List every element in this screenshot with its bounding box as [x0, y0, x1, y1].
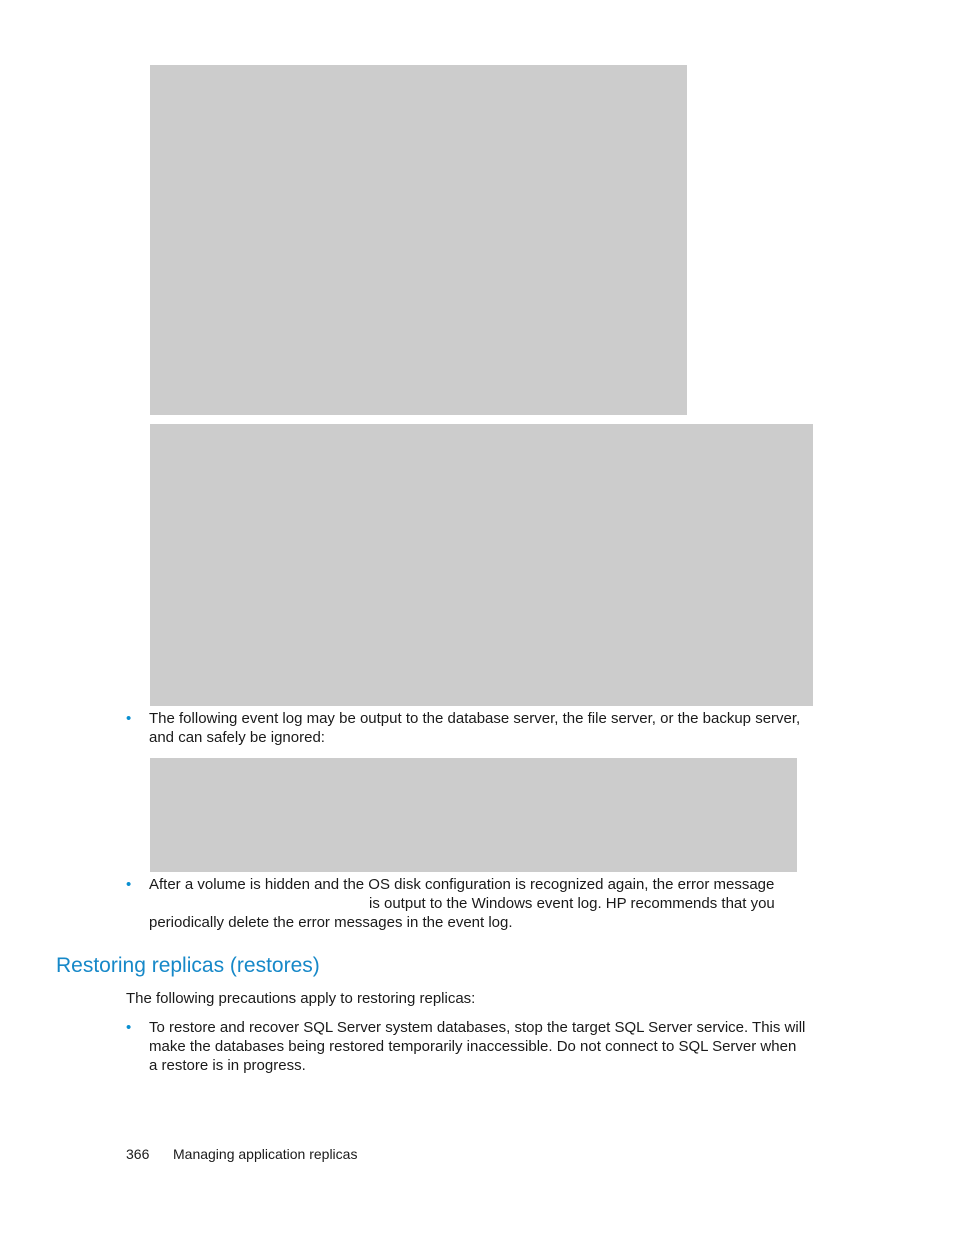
bullet-icon: •	[126, 876, 132, 893]
footer-chapter-title: Managing application replicas	[173, 1146, 358, 1162]
page-number: 366	[126, 1146, 150, 1162]
bullet-text	[149, 709, 800, 747]
bullet-icon: •	[126, 1019, 132, 1036]
bullet-text	[149, 875, 775, 932]
image-placeholder-2	[150, 424, 813, 706]
bullet-line: After a volume is hidden and the OS disk configuration is recognized again, the error message	[149, 876, 775, 893]
bullet-line: a restore is in progress.	[149, 1057, 306, 1074]
bullet-text	[149, 1018, 805, 1075]
bullet-icon: •	[126, 710, 132, 727]
bullet-line: The following event log may be output to the database server, the file server, or the backup server,	[149, 710, 801, 727]
bullet-line: and can safely be ignored:	[149, 729, 325, 746]
section-heading: Restoring replicas (restores)	[56, 954, 320, 977]
bullet-line: is output to the Windows event log. HP recommends that you	[369, 895, 775, 912]
image-placeholder-3	[150, 758, 797, 872]
bullet-line: To restore and recover SQL Server system databases, stop the target SQL Server service. This will	[149, 1019, 806, 1036]
image-placeholder-1	[150, 65, 687, 415]
bullet-line: periodically delete the error messages in the event log.	[149, 914, 513, 931]
section-intro: The following precautions apply to restoring replicas:	[126, 990, 476, 1007]
bullet-line: make the databases being restored temporarily inaccessible. Do not connect to SQL Server when	[149, 1038, 797, 1055]
